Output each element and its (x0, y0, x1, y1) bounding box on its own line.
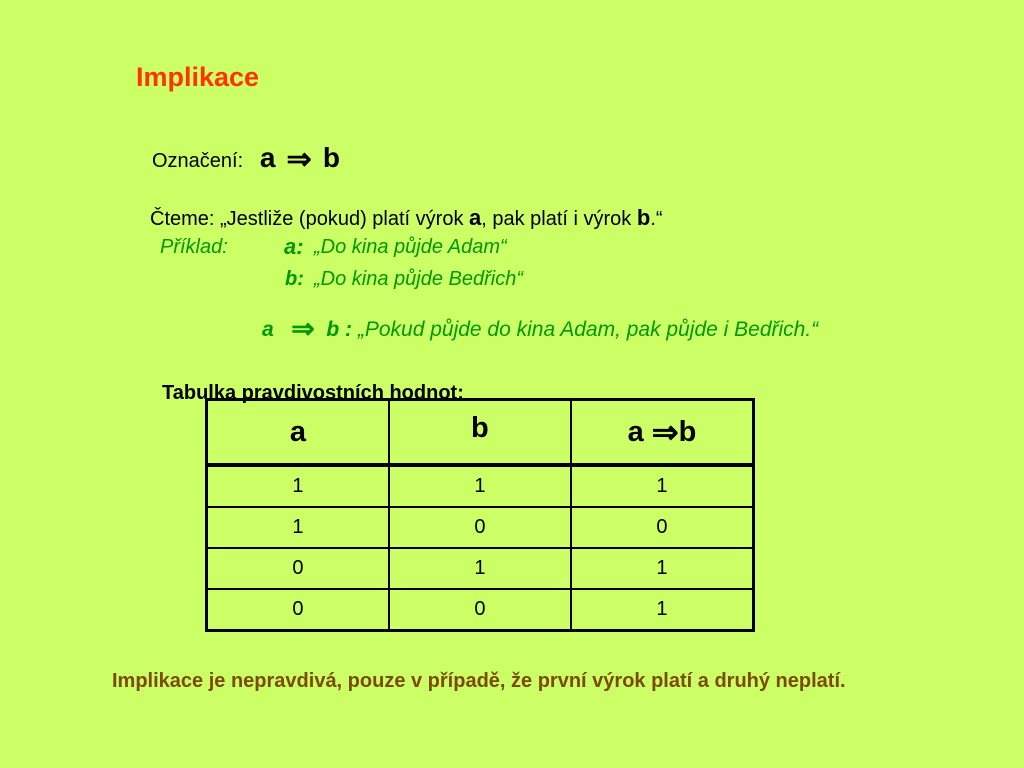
notation-b: b (322, 142, 340, 173)
implies-arrow-icon: ⇒ (286, 143, 312, 176)
truth-table-header (207, 400, 754, 466)
reading-b: b (636, 205, 651, 230)
reading-line (150, 205, 663, 231)
cell-a: 0 (207, 548, 389, 589)
example-implication-text: „Pokud půjde do kina Adam, pak půjde i Bedřich.“ (357, 318, 819, 341)
example-implication-a: a (262, 318, 274, 341)
reading-prefix: Čteme: „Jestliže (pokud) platí výrok (150, 208, 469, 230)
example-a-text: „Do kina půjde Adam“ (314, 236, 507, 258)
example-implication (262, 312, 818, 345)
example-implication-b: b : (326, 318, 352, 341)
header-impl-a: a (627, 416, 644, 448)
reading-suffix: .“ (650, 208, 663, 230)
implies-arrow-icon: ⇒ (291, 313, 315, 344)
table-label: Tabulka pravdivostních hodnot: (162, 382, 464, 404)
cell-b: 0 (389, 507, 571, 548)
cell-result: 1 (571, 465, 754, 507)
header-implication (571, 400, 754, 466)
reading-a: a (469, 205, 482, 230)
notation-label: Označení: (152, 150, 244, 172)
table-row (207, 548, 754, 589)
example-b-text: „Do kina půjde Bedřich“ (314, 268, 523, 290)
cell-b: 1 (389, 465, 571, 507)
cell-a: 1 (207, 465, 389, 507)
cell-a: 1 (207, 507, 389, 548)
cell-b: 0 (389, 589, 571, 631)
cell-result: 1 (571, 589, 754, 631)
conclusion-text: Implikace je nepravdivá, pouze v případě, že první výrok platí a druhý neplatí. (112, 670, 846, 692)
truth-table (205, 398, 755, 632)
reading-middle: , pak platí i výrok (481, 208, 637, 230)
header-impl-b: b (678, 416, 697, 448)
example-label: Příklad: (160, 236, 228, 258)
header-b (389, 400, 571, 466)
cell-a: 0 (207, 589, 389, 631)
implies-arrow-icon: ⇒ (651, 414, 679, 450)
cell-result: 0 (571, 507, 754, 548)
table-row (207, 589, 754, 631)
example-a-label: a: (284, 234, 304, 259)
table-row (207, 507, 754, 548)
cell-result: 1 (571, 548, 754, 589)
cell-b: 1 (389, 548, 571, 589)
header-a: a (207, 400, 389, 466)
example-b-label: b: (285, 268, 304, 290)
notation-line (152, 140, 340, 179)
header-b-text: b (471, 411, 489, 444)
notation-a: a (259, 142, 276, 173)
table-row (207, 465, 754, 507)
page-title: Implikace (136, 62, 260, 92)
